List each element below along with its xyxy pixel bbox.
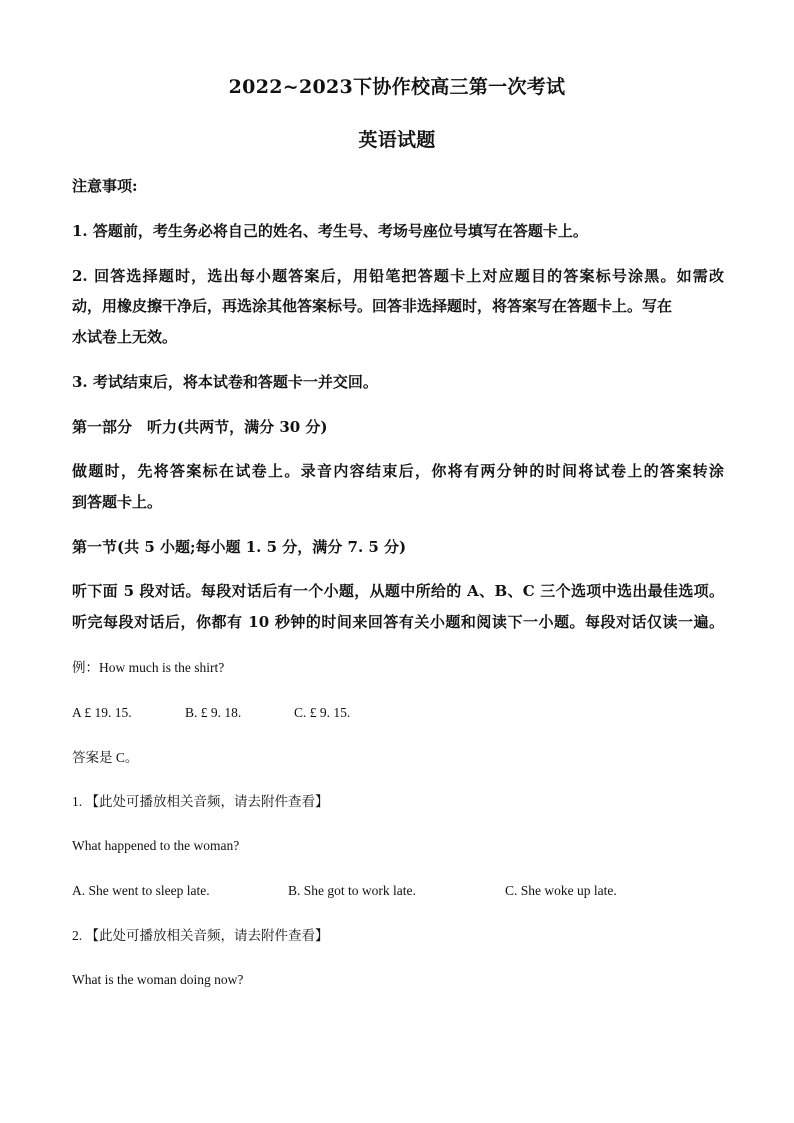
exam-title: 2022~2023下协作校高三第一次考试	[228, 76, 566, 98]
question-1-audio-note: 1. 【此处可播放相关音频，请去附件查看】	[72, 794, 329, 809]
example-option-a: A £ 19. 15.	[72, 705, 132, 720]
question-1-option-b: B. She got to work late.	[288, 883, 416, 898]
example-option-c: C. £ 9. 15.	[294, 705, 351, 720]
part1-intro-line-1: 做题时，先将答案标在试卷上。录音内容结束后，你将有两分钟的时间将试卷上的答案转涂	[72, 462, 724, 480]
notes-item-2-line-1: 2. 回答选择题时，选出每小题答案后，用铅笔把答题卡上对应题目的答案标号涂黑。如需改	[72, 267, 724, 285]
notes-item-2-line-2: 动，用橡皮擦干净后，再选涂其他答案标号。回答非选择题时，将答案写在答题卡上。写在	[72, 297, 673, 315]
notes-heading: 注意事项:	[72, 177, 138, 195]
question-1-option-c: C. She woke up late.	[505, 883, 617, 898]
question-2-audio-note: 2. 【此处可播放相关音频，请去附件查看】	[72, 928, 329, 943]
notes-item-3: 3. 考试结束后，将本试卷和答题卡一并交回。	[72, 373, 378, 391]
question-2-text: What is the woman doing now?	[72, 972, 244, 987]
section1-intro-line-2: 听完每段对话后，你都有 10 秒钟的时间来回答有关小题和阅读下一小题。每段对话仅读一遍。	[72, 613, 724, 631]
question-1-text: What happened to the woman?	[72, 838, 240, 853]
example-answer: 答案是 C。	[72, 750, 139, 765]
section1-heading: 第一节(共 5 小题;每小题 1. 5 分，满分 7. 5 分)	[72, 538, 407, 556]
example-question: 例：How much is the shirt?	[72, 660, 225, 675]
question-1-option-a: A. She went to sleep late.	[72, 883, 210, 898]
section1-intro-line-1: 听下面 5 段对话。每段对话后有一个小题，从题中所给的 A、B、C 三个选项中选出最佳选项。	[72, 582, 724, 600]
exam-subtitle: 英语试题	[358, 129, 436, 151]
notes-item-2-line-3: 水试卷上无效。	[72, 328, 178, 346]
part1-heading: 第一部分 听力(共两节，满分 30 分)	[72, 418, 328, 436]
notes-item-1: 1. 答题前，考生务必将自己的姓名、考生号、考场号座位号填写在答题卡上。	[72, 222, 588, 240]
example-option-b: B. £ 9. 18.	[185, 705, 242, 720]
part1-intro-line-2: 到答题卡上。	[72, 493, 163, 511]
